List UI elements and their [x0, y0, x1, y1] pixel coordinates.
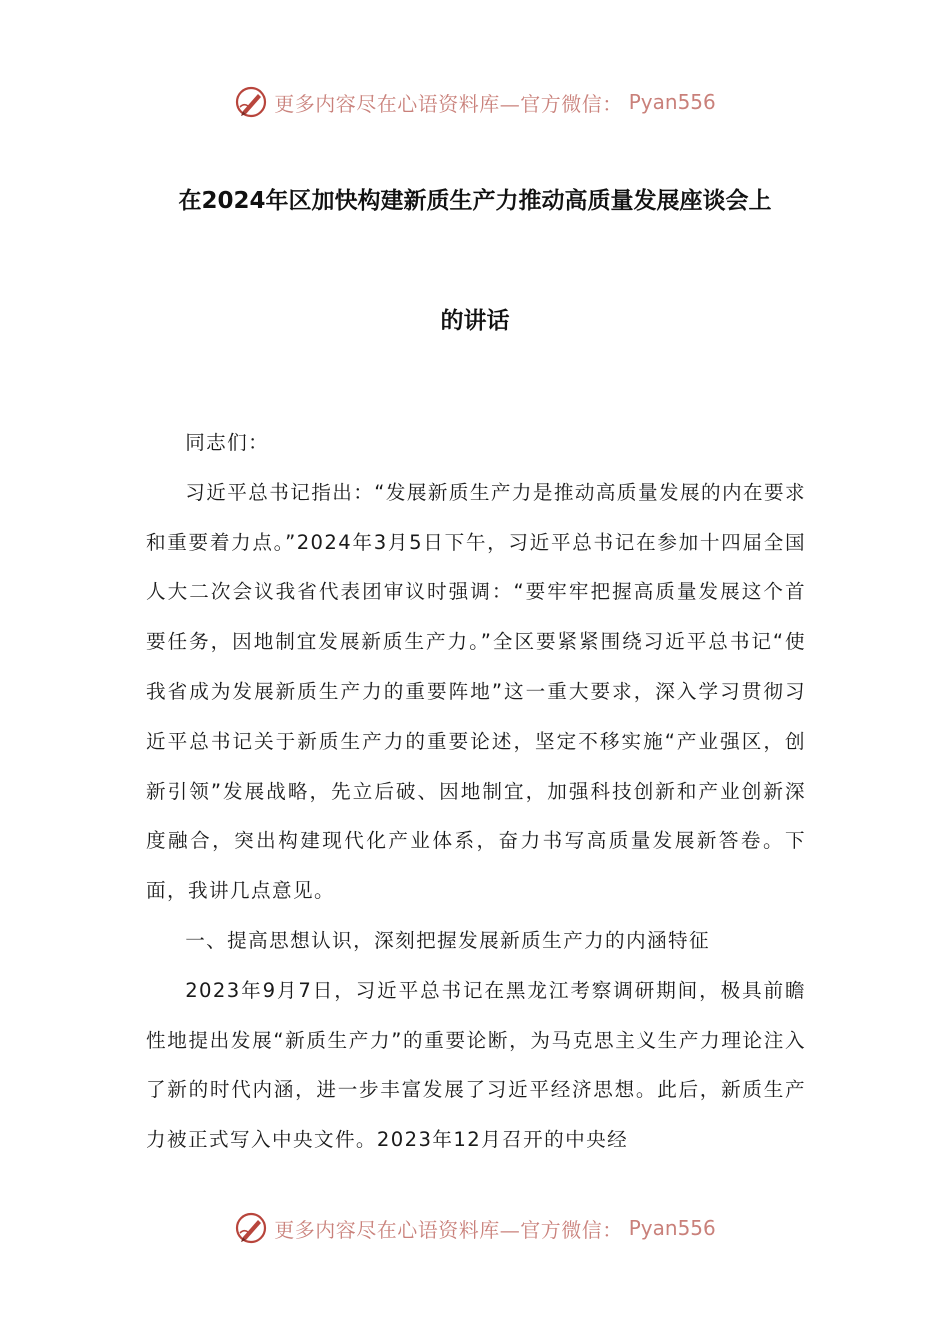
body-paragraph: 2023年9月7日，习近平总书记在黑龙江考察调研期间，极具前瞻性地提出发展“新质生产力”的重要论断，为马克思主义生产力理论注入了新的时代内涵，进一步丰富发展了习近平经济思想。此后，新质生产力被正式写入中央文件。2023年12月召开的中央经: [146, 978, 806, 1152]
document-body: [146, 418, 806, 1165]
document-title-line1: 在2024年区加快构建新质生产力推动高质量发展座谈会上: [178, 188, 772, 214]
section-heading: 一、提高思想认识，深刻把握发展新质生产力的内涵特征: [185, 928, 711, 952]
pen-logo-icon: [234, 85, 268, 119]
pen-logo-icon: [234, 1211, 268, 1245]
salutation-paragraph: 同志们：: [185, 431, 270, 454]
watermark-banner-top: [0, 82, 950, 122]
document-title-line2: 的讲话: [440, 308, 510, 334]
watermark-text: 更多内容尽在心语资料库—官方微信：: [274, 1217, 623, 1242]
watermark-banner-bottom: [0, 1208, 950, 1248]
body-paragraph: 习近平总书记指出：“发展新质生产力是推动高质量发展的内在要求和重要着力点。”2024年3月5日下午，习近平总书记在参加十四届全国人大二次会议我省代表团审议时强调：“要牢牢把握高质量发展这个首要任务，因地制宜发展新质生产力。”全区要紧紧围绕习近平总书记“使我省成为发展新质生产力的重要阵地”这一重大要求，深入学习贯彻习近平总书记关于新质生产力的重要论述，坚定不移实施“产业强区，创新引领”发展战略，先立后破、因地制宜，加强科技创新和产业创新深度融合，突出构建现代化产业体系，奋力书写高质量发展新答卷。下面，我讲几点意见。: [146, 480, 806, 903]
watermark-text: 更多内容尽在心语资料库—官方微信：: [274, 91, 623, 116]
watermark-wechat-id: Pyan556: [628, 1216, 716, 1240]
watermark-wechat-id: Pyan556: [628, 90, 716, 114]
